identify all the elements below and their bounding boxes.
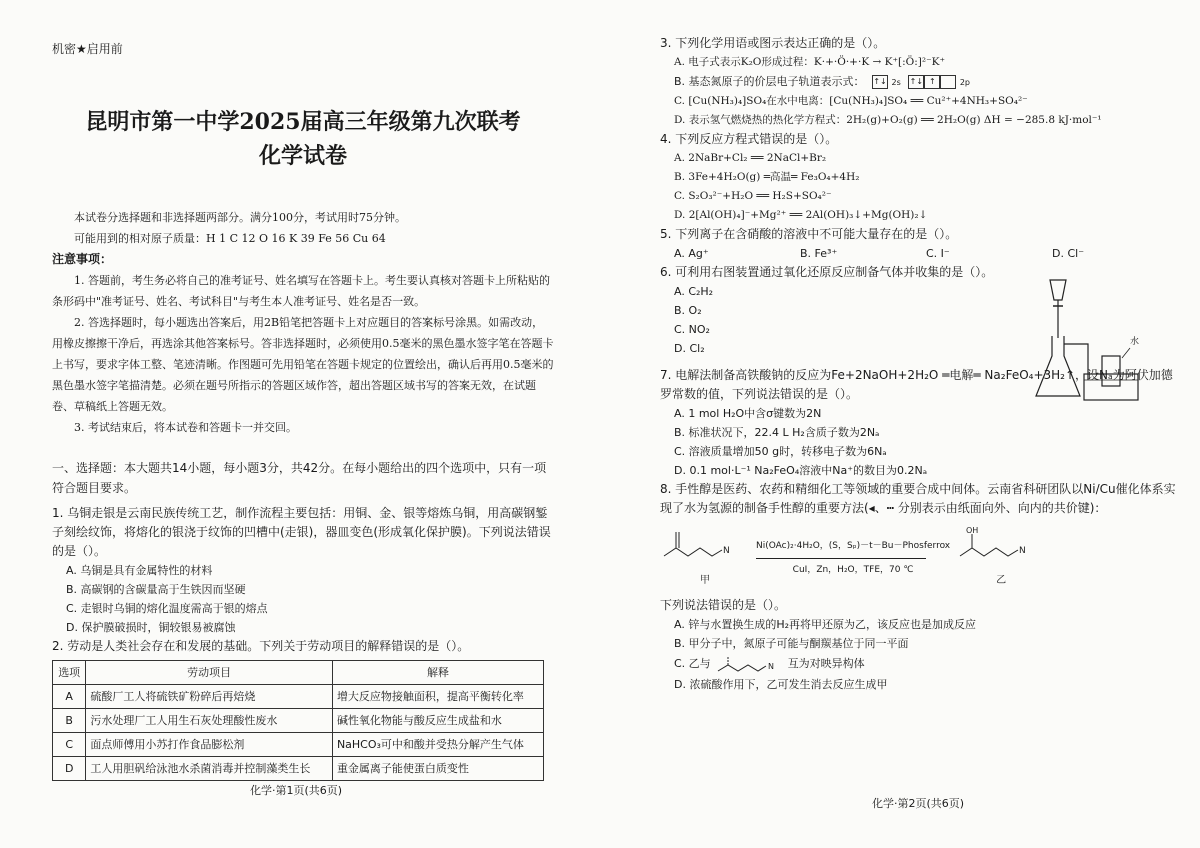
question-1 xyxy=(52,504,554,637)
table-row xyxy=(53,709,544,733)
compound-label-yi: 乙 xyxy=(996,575,1007,586)
exam-title: 昆明市第一中学2025届高三年级第九次联考 xyxy=(85,109,521,135)
option-d: D. Cl⁻ xyxy=(1052,247,1085,260)
table-header-row xyxy=(53,661,544,685)
table-row xyxy=(53,757,544,781)
subject-title: 化学试卷 xyxy=(258,143,347,169)
compound-label-jia: 甲 xyxy=(700,575,710,586)
note-1: 1. 答题前，考生务必将自己的准考证号、姓名填写在答题卡上。考生要认真核对答题卡上所粘贴的条形码中"准考证号、姓名、考试科目"与考生本人准考证号、姓名是否一致。 xyxy=(52,274,550,308)
question-5 xyxy=(660,225,1178,263)
reaction-scheme xyxy=(660,526,1178,590)
reagent-line-1: Ni(OAc)₂·4H₂O，(S，Sₚ)－t－Bu－Phosferrox xyxy=(756,540,951,551)
section-heading: 一、选择题：本大题共14小题，每小题3分，共42分。在每小题给出的四个选项中，只有一项符合题目要求。 xyxy=(52,461,547,495)
option-a: A. C₂H₂ xyxy=(674,285,714,298)
table-header: 劳动项目 xyxy=(86,661,333,685)
option-b-row xyxy=(674,72,1178,92)
option-c: C. NO₂ xyxy=(674,323,710,336)
orbital-box: ↑ xyxy=(924,75,940,89)
option-a: A. 1 mol H₂O中含σ键数为2N xyxy=(674,407,822,420)
atomic-mass-line: 可能用到的相对原子质量：H 1 C 12 O 16 K 39 Fe 56 Cu 64 xyxy=(74,232,386,245)
question-stem: 2. 劳动是人类社会存在和发展的基础。下列关于劳动项目的解释错误的是（）。 xyxy=(52,639,470,653)
option-b: B. 甲分子中，氮原子可能与酮羰基位于同一平面 xyxy=(674,637,909,650)
svg-text:OH: OH xyxy=(966,526,979,535)
table-cell: NaHCO₃可中和酸并受热分解产生气体 xyxy=(332,733,543,757)
ketone-structure xyxy=(660,526,750,590)
notes-heading: 注意事项： xyxy=(52,252,113,266)
question-stem: 8. 手性醇是医药、农药和精细化工等领域的重要合成中间体。云南省科研团队以Ni/Cu催化体系实现了水为氢源的制备手性醇的重要方法(◂、┅ 分别表示由纸面向外、向内的共价键)： xyxy=(660,482,1176,515)
note-3: 3. 考试结束后，将本试卷和答题卡一并交回。 xyxy=(74,421,297,434)
option-a: A. 电子式表示K₂O形成过程：K·+·Ö·+·K → K⁺[:Ö:]²⁻K⁺ xyxy=(674,56,946,68)
option-b: B. Fe³⁺ xyxy=(800,247,838,260)
option-c: C. I⁻ xyxy=(926,247,950,260)
option-b: B. 标准状况下，22.4 L H₂含质子数为2Nₐ xyxy=(674,426,880,439)
option-d: D. 浓硫酸作用下，乙可发生消去反应生成甲 xyxy=(674,678,888,691)
ketone-structure-icon xyxy=(660,526,750,564)
option-c: C. S₂O₃²⁻+H₂O ══ H₂S+SO₄²⁻ xyxy=(674,190,832,202)
page-footer: 化学·第1页(共6页) xyxy=(250,784,343,797)
confidential-label: 机密★启用前 xyxy=(52,42,123,56)
intro-line: 本试卷分选择题和非选择题两部分。满分100分，考试用时75分钟。 xyxy=(74,211,406,224)
note-2: 2. 答选择题时，每小题选出答案后，用2B铅笔把答题卡上对应题目的答案标号涂黑。如需改动，用橡皮擦擦干净后，再选涂其他答案标号。答非选择题时，必须使用0.5毫米的黑色墨水签字笔在答题卡上书写，要求字体工整、笔迹清晰。作图题可先用铅笔在答题卡规定的位置绘出，确认后再用0.5毫米的黑色墨水签字笔描清楚。必须在题号所指示的答题区域作答，超出答题区域书写的答案无效，在试题卷、草稿纸上答题无效。 xyxy=(52,316,554,413)
option-a: A. Ag⁺ xyxy=(674,247,709,260)
exam-page-2 xyxy=(600,0,1200,848)
table-cell: 面点师傅用小苏打作食品膨松剂 xyxy=(86,733,333,757)
option-c-tail: 互为对映异构体 xyxy=(787,657,865,670)
reaction-arrow xyxy=(756,558,926,559)
table-row xyxy=(53,685,544,709)
svg-text:N: N xyxy=(723,546,730,556)
enantiomer-structure-icon xyxy=(714,653,784,675)
orbital-box: ↑↓ xyxy=(908,75,924,89)
question-2 xyxy=(52,637,554,781)
labor-table xyxy=(52,660,544,781)
table-cell: C xyxy=(53,733,86,757)
option-d: D. 0.1 mol·L⁻¹ Na₂FeO₄溶液中Na⁺的数目为0.2Nₐ xyxy=(674,464,928,477)
question-3 xyxy=(660,34,1178,130)
water-label: 水 xyxy=(1130,337,1140,347)
option-b: B. 高碳钢的含碳量高于生铁因而坚硬 xyxy=(66,583,246,596)
table-cell: 污水处理厂工人用生石灰处理酸性废水 xyxy=(86,709,333,733)
orbital-label-2s: 2s xyxy=(891,78,901,87)
alcohol-structure-icon xyxy=(956,526,1046,564)
option-c: C. [Cu(NH₃)₄]SO₄在水中电离：[Cu(NH₃)₄]SO₄ ══ Cu²⁺+4NH₃+SO₄²⁻ xyxy=(674,95,1028,107)
table-cell: 硫酸厂工人将硫铁矿粉碎后再焙烧 xyxy=(86,685,333,709)
question-stem: 7. 电解法制备高铁酸钠的反应为Fe+2NaOH+2H₂O ═电解═ Na₂FeO₄+3H₂↑，设Nₐ为阿伏加德罗常数的值，下列说法错误的是（）。 xyxy=(660,368,1173,401)
orbital-label-2p: 2p xyxy=(959,78,970,87)
orbital-diagram-2p xyxy=(908,75,956,89)
option-b: B. O₂ xyxy=(674,304,702,317)
page-footer: 化学·第2页(共6页) xyxy=(872,797,965,810)
table-cell: 碱性氧化物能与酸反应生成盐和水 xyxy=(332,709,543,733)
svg-text:N: N xyxy=(768,662,775,671)
question-stem: 6. 可利用右图装置通过氧化还原反应制备气体并收集的是（）。 xyxy=(660,265,994,279)
table-cell: 增大反应物接触面积，提高平衡转化率 xyxy=(332,685,543,709)
alcohol-structure xyxy=(956,526,1046,590)
option-b: B. 3Fe+4H₂O(g) ═高温═ Fe₃O₄+4H₂ xyxy=(674,171,860,183)
option-c: C. 走银时乌铜的熔化温度需高于银的熔点 xyxy=(66,602,268,615)
svg-text:N: N xyxy=(1019,546,1026,556)
table-cell: A xyxy=(53,685,86,709)
gas-apparatus-figure xyxy=(1032,278,1142,408)
option-d: D. 表示氢气燃烧热的热化学方程式：2H₂(g)+O₂(g) ══ 2H₂O(g) ΔH = −285.8 kJ·mol⁻¹ xyxy=(674,114,1102,126)
question-stem: 5. 下列离子在含硝酸的溶液中不可能大量存在的是（）。 xyxy=(660,227,958,241)
question-stem: 1. 乌铜走银是云南民族传统工艺，制作流程主要包括：用铜、金、银等熔炼乌铜，用高碳钢錾子刻绘纹饰，将熔化的银浇于纹饰的凹槽中(走银)，器皿变色(形成氧化保护膜)。下列说法错误的是（）。 xyxy=(52,506,551,558)
table-row xyxy=(53,733,544,757)
table-header: 解释 xyxy=(332,661,543,685)
orbital-diagram-2s xyxy=(872,75,888,89)
option-c: C. 溶液质量增加50 g时，转移电子数为6Nₐ xyxy=(674,445,887,458)
question-4 xyxy=(660,130,1178,225)
option-d: D. 2[Al(OH)₄]⁻+Mg²⁺ ══ 2Al(OH)₃↓+Mg(OH)₂↓ xyxy=(674,209,928,221)
table-cell: D xyxy=(53,757,86,781)
option-c-row xyxy=(674,653,1178,675)
option-d: D. Cl₂ xyxy=(674,342,705,355)
option-a: A. 锌与水置换生成的H₂再将甲还原为乙，该反应也是加成反应 xyxy=(674,618,977,631)
reaction-conditions xyxy=(756,537,950,580)
reagent-line-2: CuI，Zn，H₂O，TFE，70 ℃ xyxy=(792,564,914,575)
option-row xyxy=(674,244,1178,263)
option-a: A. 乌铜是具有金属特性的材料 xyxy=(66,564,213,577)
orbital-box xyxy=(940,75,956,89)
orbital-box: ↑↓ xyxy=(872,75,888,89)
question-stem: 4. 下列反应方程式错误的是（）。 xyxy=(660,132,838,146)
table-cell: 重金属离子能使蛋白质变性 xyxy=(332,757,543,781)
option-c: C. 乙与 xyxy=(674,657,711,670)
option-b: B. 基态氮原子的价层电子轨道表示式： xyxy=(674,75,865,88)
option-a: A. 2NaBr+Cl₂ ══ 2NaCl+Br₂ xyxy=(674,152,827,164)
question-stem: 3. 下列化学用语或图示表达正确的是（）。 xyxy=(660,36,886,50)
table-cell: B xyxy=(53,709,86,733)
table-cell: 工人用胆矾给泳池水杀菌消毒并控制藻类生长 xyxy=(86,757,333,781)
table-header: 选项 xyxy=(53,661,86,685)
question-8 xyxy=(660,480,1178,694)
question-ask: 下列说法错误的是（）。 xyxy=(660,598,787,612)
option-d: D. 保护膜破损时，铜较银易被腐蚀 xyxy=(66,621,236,634)
exam-notes xyxy=(52,207,554,438)
